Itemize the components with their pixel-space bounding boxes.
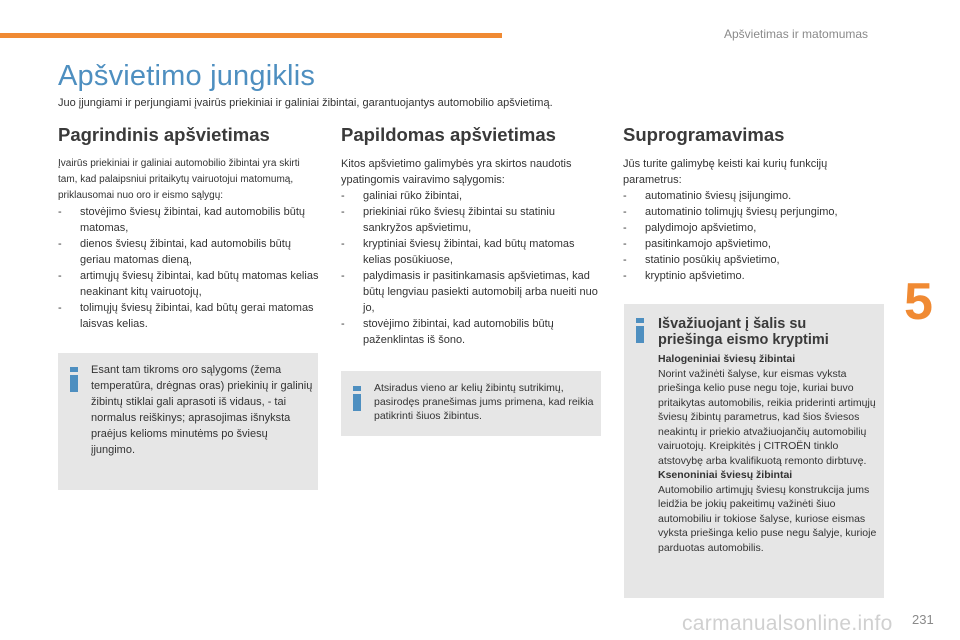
list-item: - palydimojo apšvietimo,: [623, 220, 885, 236]
main-lighting-list: [58, 204, 320, 332]
list-item: - artimųjų šviesų žibintai, kad būtų matomas kelias neakinant kitų vairuotojų,: [58, 268, 320, 300]
foreign-travel-title: Išvažiuojant į šalis su priešinga eismo kryptimi: [658, 316, 829, 348]
page-number: 231: [912, 612, 934, 627]
list-item: - automatinio tolimųjų šviesų perjungimo,: [623, 204, 885, 220]
list-item: - automatinio šviesų įsijungimo.: [623, 188, 885, 204]
xenon-text: Automobilio artimųjų šviesų konstrukcija jums leidžia be jokių pakeitimų važinėti šiuo automobiliu ir tokiose šalyse, kuriose eismas vyksta priešinga kelio puse negu šalyje, kurioje parduotas automobilis.: [658, 483, 877, 554]
list-item: - stovėjimo žibintai, kad automobilis būtų paženklintas iš šono.: [341, 316, 603, 348]
list-item: - dienos šviesų žibintai, kad automobilis būtų geriau matomas dieną,: [58, 236, 320, 268]
halogen-heading: Halogeniniai šviesų žibintai: [658, 353, 796, 365]
list-item: - priekiniai rūko šviesų žibintai su statiniu sankryžos apšvietimu,: [341, 204, 603, 236]
page-title: Apšvietimo jungiklis: [58, 60, 316, 92]
additional-lighting-intro: Kitos apšvietimo galimybės yra skirtos naudotis ypatingomis vairavimo sąlygomis:: [341, 158, 572, 186]
watermark: carmanualsonline.info: [682, 612, 893, 635]
heading-main-lighting: Pagrindinis apšvietimas: [58, 124, 270, 145]
programming-intro: Jūs turite galimybę keisti kai kurių funkcijų parametrus:: [623, 158, 828, 186]
xenon-heading: Ksenoniniai šviesų žibintai: [658, 469, 793, 481]
programming-list: [623, 188, 885, 284]
info-fault-text: Atsiradus vieno ar kelių žibintų sutrikimų, pasirodęs pranešimas jums primena, kad reikia patikrinti šiuos žibintus.: [374, 382, 594, 422]
column-main-lighting: [58, 124, 320, 332]
list-item: - galiniai rūko žibintai,: [341, 188, 603, 204]
list-item: - kryptinio apšvietimo.: [623, 268, 885, 284]
header-accent-bar: [0, 33, 502, 38]
section-label: Apšvietimas ir matomumas: [724, 27, 869, 41]
info-box-fault: [341, 371, 601, 436]
chapter-number: 5: [904, 273, 933, 331]
halogen-text: Norint važinėti šalyse, kur eismas vyksta priešinga kelio puse negu toje, kuriai buvo pritaikytas automobilis, reikia priderinti artimųjų šviesų žibintų parametrus, kad šios šviesos neakintų ir priekio atvažiuojančių automobilių vairuotojų. Kreipkitės į CITROËN tinklo atstovybę arba kvalifikuotą remonto dirbtuvę.: [658, 367, 876, 467]
list-item: - palydimasis ir pasitinkamasis apšvietimas, kad būtų lengviau pasiekti automobilį arba nueiti nuo jo,: [341, 268, 603, 316]
list-item: - pasitinkamojo apšvietimo,: [623, 236, 885, 252]
list-item: - tolimųjų šviesų žibintai, kad būtų gerai matomas laisvas kelias.: [58, 300, 320, 332]
column-additional-lighting: [341, 124, 603, 348]
additional-lighting-list: [341, 188, 603, 348]
page-subtitle: Juo įjungiami ir perjungiami įvairūs priekiniai ir galiniai žibintai, garantuojantys automobilio apšvietimą.: [58, 97, 553, 109]
list-item: - stovėjimo šviesų žibintai, kad automobilis būtų matomas,: [58, 204, 320, 236]
foreign-travel-body: [658, 352, 884, 555]
heading-additional-lighting: Papildomas apšvietimas: [341, 124, 556, 145]
info-box-condensation: [58, 353, 318, 490]
heading-programming: Suprogramavimas: [623, 124, 785, 145]
list-item: - statinio posūkių apšvietimo,: [623, 252, 885, 268]
list-item: - kryptiniai šviesų žibintai, kad būtų matomas kelias posūkiuose,: [341, 236, 603, 268]
main-lighting-intro: Įvairūs priekiniai ir galiniai automobilio žibintai yra skirti tam, kad palaipsniui pritaikytų vairuotojui matomumą, priklausomai nuo oro ir eismo sąlygų:: [58, 158, 300, 201]
info-condensation-text: Esant tam tikroms oro sąlygoms (žema temperatūra, drėgnas oras) priekinių ir galinių žibintų stiklai gali aprasoti iš vidaus, - tai normalus reiškinys; aprasojimas išnyksta praėjus kelioms minutėms po šviesų įjungimo.: [91, 364, 313, 456]
column-programming: [623, 124, 885, 284]
